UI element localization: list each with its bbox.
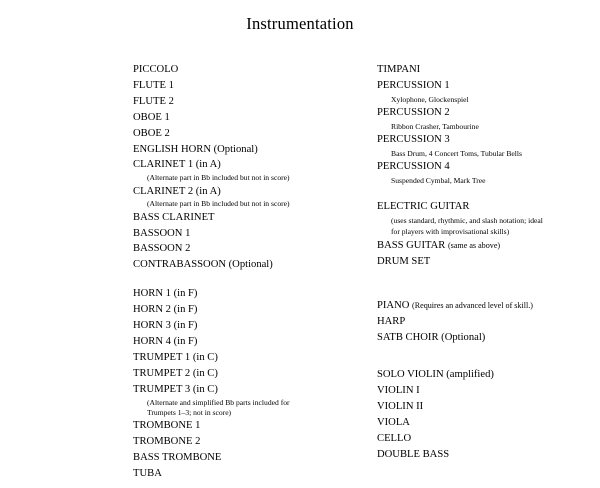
instrument-entry: TROMBONE 1: [133, 420, 201, 432]
instrument-entry: OBOE 2: [133, 127, 170, 139]
instrument-note: (Alternate part in Bb included but not in score): [147, 199, 290, 209]
instrument-spacer: [377, 346, 592, 367]
instrument-entry: TROMBONE 2: [133, 435, 201, 447]
instrument-entry: HARP: [377, 316, 406, 328]
instrument-entry: HORN 1 (in F): [133, 288, 198, 300]
instrument-detail: Ribbon Crasher, Tambourine: [391, 121, 479, 131]
instrument-entry: TUBA: [133, 467, 162, 479]
page-title: Instrumentation: [246, 14, 354, 33]
instrument-entry: CONTRABASSOON (Optional): [133, 259, 273, 271]
instrument-entry: TIMPANI: [377, 64, 421, 75]
instrument-entry-qualifier: (Requires an advanced level of skill.): [412, 301, 533, 311]
instrument-entry-label: BASS GUITAR: [377, 239, 448, 251]
instrument-spacer: [133, 273, 373, 286]
instrument-entry: BASSOON 1: [133, 227, 191, 239]
instrument-entry: FLUTE 2: [133, 95, 174, 107]
instrument-entry: ENGLISH HORN (Optional): [133, 143, 258, 155]
instrument-spacer: [377, 269, 592, 298]
instrument-entry-qualifier: (same as above): [447, 240, 501, 250]
instrument-entry: SOLO VIOLIN (amplified): [377, 369, 494, 381]
instrument-entry: CLARINET 2 (in A): [133, 185, 221, 197]
instrument-detail: Bass Drum, 4 Concert Toms, Tubular Bells: [391, 149, 522, 159]
instrument-entry: TRUMPET 2 (in C): [133, 367, 218, 379]
instrument-entry: BASSOON 2: [133, 243, 191, 255]
instrument-detail: for players with improvisational skills): [391, 227, 510, 237]
instrument-entry: HORN 2 (in F): [133, 304, 198, 316]
instrument-entry: VIOLA: [377, 416, 410, 428]
instrument-entry: ELECTRIC GUITAR: [377, 201, 470, 213]
instrument-entry: PERCUSSION 2: [377, 107, 450, 119]
instrument-entry: [377, 298, 592, 314]
instrument-entry: HORN 4 (in F): [133, 336, 198, 347]
instrument-entry: PERCUSSION 3: [377, 134, 450, 146]
instrument-entry: DOUBLE BASS: [377, 448, 450, 460]
instrument-note: Trumpets 1–3; not in score): [147, 407, 232, 417]
instrument-entry-label: PIANO: [377, 300, 413, 312]
instrument-entry: PICCOLO: [133, 64, 179, 75]
instrument-entry: BASS CLARINET: [133, 211, 215, 223]
instrument-note: (Alternate part in Bb included but not in score): [147, 173, 290, 183]
right-column: [377, 62, 592, 463]
instrument-entry: PERCUSSION 4: [377, 161, 450, 173]
document-page: [0, 14, 600, 488]
instrument-entry: CLARINET 1 (in A): [133, 159, 221, 171]
instrument-detail: (uses standard, rhythmic, and slash notation; ideal: [391, 216, 543, 226]
instrument-detail: Suspended Cymbal, Mark Tree: [391, 176, 486, 186]
instrument-entry: SATB CHOIR (Optional): [377, 332, 486, 344]
instrument-entry: PERCUSSION 1: [377, 79, 450, 91]
instrument-entry: TRUMPET 1 (in C): [133, 351, 218, 363]
instrument-entry: BASS TROMBONE: [133, 451, 222, 463]
instrument-spacer: [377, 186, 592, 199]
instrument-entry: [377, 238, 592, 254]
left-column: [133, 62, 373, 482]
instrument-detail: Xylophone, Glockenspiel: [391, 94, 469, 104]
instrument-note: (Alternate and simplified Bb parts included for: [147, 397, 290, 407]
instrument-entry: FLUTE 1: [133, 79, 174, 91]
instrument-entry: CELLO: [377, 432, 412, 444]
instrument-entry: VIOLIN I: [377, 385, 420, 397]
instrument-entry: VIOLIN II: [377, 401, 424, 412]
instrument-entry: HORN 3 (in F): [133, 320, 198, 332]
instrument-entry: TRUMPET 3 (in C): [133, 383, 218, 395]
instrument-entry: DRUM SET: [377, 255, 431, 267]
instrument-entry: OBOE 1: [133, 111, 170, 123]
